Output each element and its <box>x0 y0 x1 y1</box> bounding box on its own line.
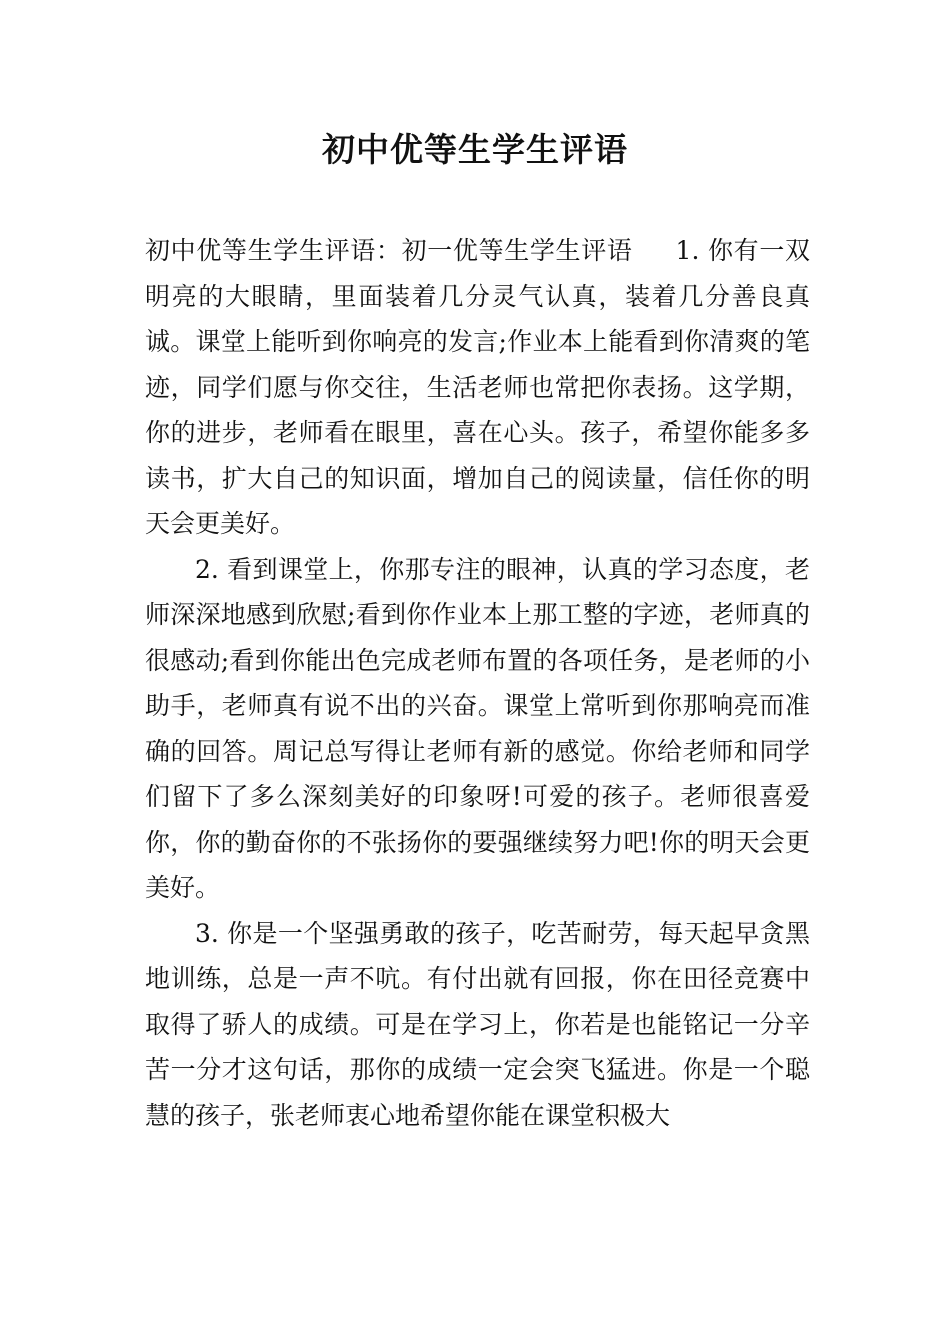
paragraph-3: 3. 你是一个坚强勇敢的孩子，吃苦耐劳，每天起早贪黑地训练，总是一声不吭。有付出就有回报，你在田径竞赛中取得了骄人的成绩。可是在学习上，你若是也能铭记一分辛苦一分才这句话，那你的成绩一定会突飞猛进。你是一个聪慧的孩子，张老师衷心地希望你能在课堂积极大 <box>145 918 810 1130</box>
paragraph-1: 初中优等生学生评语：初一优等生学生评语 1. 你有一双明亮的大眼睛，里面装着几分灵气认真，装着几分善良真诚。课堂上能听到你响亮的发言;作业本上能看到你清爽的笔迹，同学们愿与你交往，生活老师也常把你表扬。这学期，你的进步，老师看在眼里，喜在心头。孩子，希望你能多多读书，扩大自己的知识面，增加自己的阅读量，信任你的明天会更美好。 <box>145 236 810 538</box>
paragraph-2: 2. 看到课堂上，你那专注的眼神，认真的学习态度，老师深深地感到欣慰;看到你作业本上那工整的字迹，老师真的很感动;看到你能出色完成老师布置的各项任务，是老师的小助手，老师真有说不出的兴奋。课堂上常听到你那响亮而准确的回答。周记总写得让老师有新的感觉。你给老师和同学们留下了多么深刻美好的印象呀!可爱的孩子。老师很喜爱你，你的勤奋你的不张扬你的要强继续努力吧!你的明天会更美好。 <box>145 554 810 902</box>
document-title: 初中优等生学生评语 <box>322 130 628 169</box>
document-body <box>145 228 810 1138</box>
